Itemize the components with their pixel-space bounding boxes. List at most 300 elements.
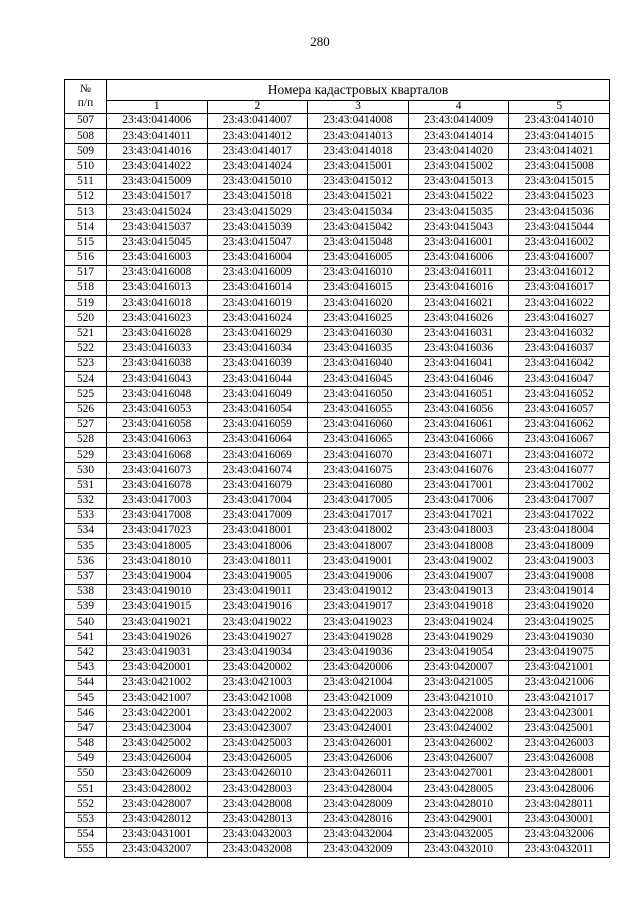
cadastral-number-cell: 23:43:0414018: [308, 144, 409, 159]
table-row: [65, 174, 610, 189]
cadastral-number-cell: 23:43:0428003: [207, 782, 308, 797]
table-row: [65, 235, 610, 250]
cadastral-number-cell: 23:43:0419026: [107, 630, 208, 645]
cadastral-number-cell: 23:43:0417009: [207, 508, 308, 523]
cadastral-number-cell: 23:43:0427001: [408, 767, 509, 782]
table-row: [65, 600, 610, 615]
row-number-cell: 532: [65, 493, 107, 508]
cadastral-number-cell: 23:43:0416069: [207, 448, 308, 463]
cadastral-number-cell: 23:43:0428010: [408, 797, 509, 812]
cadastral-number-cell: 23:43:0414011: [107, 129, 208, 144]
row-number-header-line1: №: [80, 83, 91, 96]
cadastral-number-cell: 23:43:0420001: [107, 660, 208, 675]
row-number-cell: 508: [65, 129, 107, 144]
table-body: [65, 114, 610, 858]
cadastral-number-cell: 23:43:0416039: [207, 357, 308, 372]
table-row: [65, 341, 610, 356]
cadastral-number-cell: 23:43:0419022: [207, 615, 308, 630]
page-number: 280: [310, 34, 330, 49]
table-row: [65, 645, 610, 660]
row-number-cell: 546: [65, 706, 107, 721]
cadastral-number-cell: 23:43:0432007: [107, 843, 208, 858]
row-number-cell: 554: [65, 827, 107, 842]
cadastral-number-cell: 23:43:0414012: [207, 129, 308, 144]
cadastral-number-cell: 23:43:0421008: [207, 691, 308, 706]
cadastral-number-cell: 23:43:0424002: [408, 721, 509, 736]
column-number-row: [65, 101, 610, 114]
cadastral-number-cell: 23:43:0416040: [308, 357, 409, 372]
cadastral-number-cell: 23:43:0416077: [509, 463, 610, 478]
cadastral-number-cell: 23:43:0419001: [308, 554, 409, 569]
cadastral-number-cell: 23:43:0418004: [509, 524, 610, 539]
cadastral-number-cell: 23:43:0416042: [509, 357, 610, 372]
cadastral-number-cell: 23:43:0426005: [207, 751, 308, 766]
cadastral-number-cell: 23:43:0416058: [107, 417, 208, 432]
cadastral-number-cell: 23:43:0416032: [509, 326, 610, 341]
table-row: [65, 812, 610, 827]
cadastral-number-cell: 23:43:0414007: [207, 114, 308, 129]
cadastral-number-cell: 23:43:0416031: [408, 326, 509, 341]
table-row: [65, 265, 610, 280]
row-number-cell: 517: [65, 265, 107, 280]
row-number-cell: 534: [65, 524, 107, 539]
cadastral-number-cell: 23:43:0418003: [408, 524, 509, 539]
cadastral-number-cell: 23:43:0423007: [207, 721, 308, 736]
cadastral-number-cell: 23:43:0426006: [308, 751, 409, 766]
cadastral-number-cell: 23:43:0414021: [509, 144, 610, 159]
cadastral-number-cell: 23:43:0426007: [408, 751, 509, 766]
cadastral-number-cell: 23:43:0419004: [107, 569, 208, 584]
cadastral-number-cell: 23:43:0419005: [207, 569, 308, 584]
cadastral-number-cell: 23:43:0428013: [207, 812, 308, 827]
table-row: [65, 387, 610, 402]
cadastral-number-cell: 23:43:0419020: [509, 600, 610, 615]
cadastral-number-cell: 23:43:0419075: [509, 645, 610, 660]
cadastral-number-cell: 23:43:0421017: [509, 691, 610, 706]
row-number-cell: 513: [65, 205, 107, 220]
cadastral-number-cell: 23:43:0428002: [107, 782, 208, 797]
cadastral-number-cell: 23:43:0416018: [107, 296, 208, 311]
cadastral-number-cell: 23:43:0419028: [308, 630, 409, 645]
table-row: [65, 630, 610, 645]
cadastral-number-cell: 23:43:0416023: [107, 311, 208, 326]
cadastral-number-cell: 23:43:0432008: [207, 843, 308, 858]
cadastral-number-cell: 23:43:0416041: [408, 357, 509, 372]
table-row: [65, 463, 610, 478]
cadastral-number-cell: 23:43:0416028: [107, 326, 208, 341]
cadastral-number-cell: 23:43:0416059: [207, 417, 308, 432]
cadastral-number-cell: 23:43:0421010: [408, 691, 509, 706]
cadastral-number-cell: 23:43:0416027: [509, 311, 610, 326]
cadastral-number-cell: 23:43:0422002: [207, 706, 308, 721]
column-number: 3: [308, 101, 409, 114]
cadastral-number-cell: 23:43:0415010: [207, 174, 308, 189]
cadastral-number-cell: 23:43:0416001: [408, 235, 509, 250]
cadastral-number-cell: 23:43:0419036: [308, 645, 409, 660]
cadastral-number-cell: 23:43:0426004: [107, 751, 208, 766]
table-row: [65, 691, 610, 706]
cadastral-number-cell: 23:43:0419002: [408, 554, 509, 569]
cadastral-number-cell: 23:43:0426010: [207, 767, 308, 782]
cadastral-number-cell: 23:43:0432003: [207, 827, 308, 842]
cadastral-number-cell: 23:43:0415034: [308, 205, 409, 220]
row-number-cell: 524: [65, 372, 107, 387]
table-row: [65, 675, 610, 690]
cadastral-number-cell: 23:43:0426011: [308, 767, 409, 782]
table-row: [65, 660, 610, 675]
cadastral-number-cell: 23:43:0421003: [207, 675, 308, 690]
cadastral-number-cell: 23:43:0415036: [509, 205, 610, 220]
table-row: [65, 189, 610, 204]
table-row: [65, 205, 610, 220]
cadastral-number-cell: 23:43:0423004: [107, 721, 208, 736]
cadastral-number-cell: 23:43:0415022: [408, 189, 509, 204]
cadastral-number-cell: 23:43:0415043: [408, 220, 509, 235]
cadastral-number-cell: 23:43:0416051: [408, 387, 509, 402]
row-number-cell: 530: [65, 463, 107, 478]
table-title-header: Номера кадастровых кварталов: [107, 80, 610, 101]
row-number-cell: 516: [65, 250, 107, 265]
cadastral-number-cell: 23:43:0416010: [308, 265, 409, 280]
cadastral-number-cell: 23:43:0416067: [509, 432, 610, 447]
cadastral-number-cell: 23:43:0415042: [308, 220, 409, 235]
row-number-header-line2: п/п: [77, 96, 94, 109]
cadastral-number-cell: 23:43:0419011: [207, 584, 308, 599]
cadastral-number-cell: 23:43:0419013: [408, 584, 509, 599]
cadastral-number-cell: 23:43:0415012: [308, 174, 409, 189]
cadastral-number-cell: 23:43:0428006: [509, 782, 610, 797]
cadastral-number-cell: 23:43:0419023: [308, 615, 409, 630]
column-number: 1: [107, 101, 208, 114]
cadastral-number-cell: 23:43:0416007: [509, 250, 610, 265]
row-number-cell: 528: [65, 432, 107, 447]
row-number-cell: 541: [65, 630, 107, 645]
cadastral-number-cell: 23:43:0416006: [408, 250, 509, 265]
cadastral-number-cell: 23:43:0416072: [509, 448, 610, 463]
cadastral-number-cell: 23:43:0419007: [408, 569, 509, 584]
table-row: [65, 524, 610, 539]
cadastral-number-cell: 23:43:0419024: [408, 615, 509, 630]
cadastral-number-cell: 23:43:0419030: [509, 630, 610, 645]
cadastral-number-cell: 23:43:0423001: [509, 706, 610, 721]
row-number-cell: 551: [65, 782, 107, 797]
cadastral-number-cell: 23:43:0432005: [408, 827, 509, 842]
cadastral-quarters-table: [64, 79, 610, 858]
cadastral-number-cell: 23:43:0416019: [207, 296, 308, 311]
cadastral-number-cell: 23:43:0432004: [308, 827, 409, 842]
cadastral-number-cell: 23:43:0418008: [408, 539, 509, 554]
cadastral-number-cell: 23:43:0416044: [207, 372, 308, 387]
cadastral-number-cell: 23:43:0417004: [207, 493, 308, 508]
cadastral-number-cell: 23:43:0416034: [207, 341, 308, 356]
row-number-cell: 527: [65, 417, 107, 432]
row-number-cell: 542: [65, 645, 107, 660]
cadastral-number-cell: 23:43:0416052: [509, 387, 610, 402]
cadastral-number-cell: 23:43:0420007: [408, 660, 509, 675]
cadastral-number-cell: 23:43:0415039: [207, 220, 308, 235]
cadastral-number-cell: 23:43:0416030: [308, 326, 409, 341]
cadastral-number-cell: 23:43:0416026: [408, 311, 509, 326]
cadastral-number-cell: 23:43:0419014: [509, 584, 610, 599]
cadastral-number-cell: 23:43:0426003: [509, 736, 610, 751]
table-row: [65, 554, 610, 569]
cadastral-number-cell: 23:43:0418002: [308, 524, 409, 539]
cadastral-number-cell: 23:43:0422008: [408, 706, 509, 721]
table-row: [65, 114, 610, 129]
cadastral-number-cell: 23:43:0421001: [509, 660, 610, 675]
cadastral-number-cell: 23:43:0416022: [509, 296, 610, 311]
cadastral-number-cell: 23:43:0416035: [308, 341, 409, 356]
cadastral-number-cell: 23:43:0428008: [207, 797, 308, 812]
cadastral-number-cell: 23:43:0415008: [509, 159, 610, 174]
cadastral-number-cell: 23:43:0421002: [107, 675, 208, 690]
row-number-cell: 540: [65, 615, 107, 630]
cadastral-number-cell: 23:43:0428009: [308, 797, 409, 812]
cadastral-number-cell: 23:43:0415001: [308, 159, 409, 174]
cadastral-number-cell: 23:43:0417007: [509, 493, 610, 508]
row-number-cell: 521: [65, 326, 107, 341]
cadastral-number-cell: 23:43:0416078: [107, 478, 208, 493]
row-number-header: [65, 80, 107, 114]
cadastral-number-cell: 23:43:0414017: [207, 144, 308, 159]
cadastral-number-cell: 23:43:0415021: [308, 189, 409, 204]
cadastral-number-cell: 23:43:0422001: [107, 706, 208, 721]
cadastral-number-cell: 23:43:0415015: [509, 174, 610, 189]
table-row: [65, 751, 610, 766]
cadastral-number-cell: 23:43:0419016: [207, 600, 308, 615]
row-number-cell: 539: [65, 600, 107, 615]
row-number-cell: 543: [65, 660, 107, 675]
cadastral-number-cell: 23:43:0416013: [107, 281, 208, 296]
row-number-cell: 553: [65, 812, 107, 827]
table-row: [65, 144, 610, 159]
cadastral-number-cell: 23:43:0417008: [107, 508, 208, 523]
cadastral-number-cell: 23:43:0417022: [509, 508, 610, 523]
cadastral-number-cell: 23:43:0416016: [408, 281, 509, 296]
table-row: [65, 615, 610, 630]
table-row: [65, 508, 610, 523]
cadastral-number-cell: 23:43:0419015: [107, 600, 208, 615]
cadastral-number-cell: 23:43:0416005: [308, 250, 409, 265]
cadastral-number-cell: 23:43:0417006: [408, 493, 509, 508]
cadastral-number-cell: 23:43:0414020: [408, 144, 509, 159]
cadastral-number-cell: 23:43:0419003: [509, 554, 610, 569]
cadastral-number-cell: 23:43:0426001: [308, 736, 409, 751]
cadastral-number-cell: 23:43:0432010: [408, 843, 509, 858]
table-row: [65, 493, 610, 508]
cadastral-number-cell: 23:43:0417005: [308, 493, 409, 508]
cadastral-number-cell: 23:43:0428001: [509, 767, 610, 782]
cadastral-number-cell: 23:43:0416055: [308, 402, 409, 417]
cadastral-number-cell: 23:43:0414006: [107, 114, 208, 129]
row-number-cell: 507: [65, 114, 107, 129]
row-number-cell: 537: [65, 569, 107, 584]
cadastral-number-cell: 23:43:0418010: [107, 554, 208, 569]
cadastral-number-cell: 23:43:0416064: [207, 432, 308, 447]
row-number-cell: 549: [65, 751, 107, 766]
row-number-cell: 512: [65, 189, 107, 204]
cadastral-number-cell: 23:43:0415017: [107, 189, 208, 204]
row-number-cell: 552: [65, 797, 107, 812]
cadastral-number-cell: 23:43:0419010: [107, 584, 208, 599]
cadastral-number-cell: 23:43:0415035: [408, 205, 509, 220]
cadastral-number-cell: 23:43:0416017: [509, 281, 610, 296]
cadastral-number-cell: 23:43:0415009: [107, 174, 208, 189]
cadastral-number-cell: 23:43:0416057: [509, 402, 610, 417]
header-row: [65, 80, 610, 101]
cadastral-number-cell: 23:43:0419029: [408, 630, 509, 645]
table-row: [65, 220, 610, 235]
cadastral-number-cell: 23:43:0416036: [408, 341, 509, 356]
cadastral-number-cell: 23:43:0416015: [308, 281, 409, 296]
table-row: [65, 706, 610, 721]
cadastral-number-cell: 23:43:0431001: [107, 827, 208, 842]
row-number-cell: 555: [65, 843, 107, 858]
table-row: [65, 281, 610, 296]
cadastral-number-cell: 23:43:0416061: [408, 417, 509, 432]
table-row: [65, 129, 610, 144]
cadastral-number-cell: 23:43:0416075: [308, 463, 409, 478]
cadastral-number-cell: 23:43:0416063: [107, 432, 208, 447]
column-number: 4: [408, 101, 509, 114]
row-number-cell: 535: [65, 539, 107, 554]
cadastral-number-cell: 23:43:0416046: [408, 372, 509, 387]
table-row: [65, 296, 610, 311]
cadastral-number-cell: 23:43:0416079: [207, 478, 308, 493]
cadastral-number-cell: 23:43:0416045: [308, 372, 409, 387]
cadastral-number-cell: 23:43:0426008: [509, 751, 610, 766]
cadastral-number-cell: 23:43:0419021: [107, 615, 208, 630]
cadastral-number-cell: 23:43:0417017: [308, 508, 409, 523]
cadastral-number-cell: 23:43:0416049: [207, 387, 308, 402]
cadastral-number-cell: 23:43:0425003: [207, 736, 308, 751]
table-row: [65, 326, 610, 341]
table-row: [65, 432, 610, 447]
cadastral-number-cell: 23:43:0416020: [308, 296, 409, 311]
row-number-cell: 515: [65, 235, 107, 250]
cadastral-number-cell: 23:43:0428011: [509, 797, 610, 812]
cadastral-number-cell: 23:43:0428012: [107, 812, 208, 827]
cadastral-number-cell: 23:43:0416011: [408, 265, 509, 280]
cadastral-number-cell: 23:43:0414013: [308, 129, 409, 144]
row-number-cell: 533: [65, 508, 107, 523]
cadastral-number-cell: 23:43:0420006: [308, 660, 409, 675]
row-number-cell: 538: [65, 584, 107, 599]
cadastral-number-cell: 23:43:0416038: [107, 357, 208, 372]
cadastral-number-cell: 23:43:0416071: [408, 448, 509, 463]
cadastral-number-cell: 23:43:0416048: [107, 387, 208, 402]
cadastral-number-cell: 23:43:0416033: [107, 341, 208, 356]
row-number-cell: 509: [65, 144, 107, 159]
cadastral-number-cell: 23:43:0415013: [408, 174, 509, 189]
cadastral-number-cell: 23:43:0415023: [509, 189, 610, 204]
table-row: [65, 721, 610, 736]
cadastral-number-cell: 23:43:0430001: [509, 812, 610, 827]
table-row: [65, 584, 610, 599]
cadastral-number-cell: 23:43:0416021: [408, 296, 509, 311]
cadastral-number-cell: 23:43:0415037: [107, 220, 208, 235]
cadastral-number-cell: 23:43:0428016: [308, 812, 409, 827]
cadastral-number-cell: 23:43:0417021: [408, 508, 509, 523]
cadastral-number-cell: 23:43:0415024: [107, 205, 208, 220]
cadastral-number-cell: 23:43:0422003: [308, 706, 409, 721]
cadastral-number-cell: 23:43:0418001: [207, 524, 308, 539]
row-number-cell: 526: [65, 402, 107, 417]
row-number-cell: 544: [65, 675, 107, 690]
cadastral-number-cell: 23:43:0415029: [207, 205, 308, 220]
cadastral-number-cell: 23:43:0416062: [509, 417, 610, 432]
row-number-cell: 522: [65, 341, 107, 356]
row-number-cell: 514: [65, 220, 107, 235]
cadastral-number-cell: 23:43:0418005: [107, 539, 208, 554]
cadastral-number-cell: 23:43:0414024: [207, 159, 308, 174]
cadastral-number-cell: 23:43:0416029: [207, 326, 308, 341]
cadastral-number-cell: 23:43:0416068: [107, 448, 208, 463]
table-row: [65, 843, 610, 858]
row-number-cell: 523: [65, 357, 107, 372]
table-row: [65, 827, 610, 842]
row-number-cell: 520: [65, 311, 107, 326]
cadastral-number-cell: 23:43:0416065: [308, 432, 409, 447]
table-row: [65, 569, 610, 584]
row-number-cell: 519: [65, 296, 107, 311]
cadastral-number-cell: 23:43:0417002: [509, 478, 610, 493]
cadastral-number-cell: 23:43:0421007: [107, 691, 208, 706]
cadastral-number-cell: 23:43:0414016: [107, 144, 208, 159]
row-number-cell: 545: [65, 691, 107, 706]
table-row: [65, 311, 610, 326]
cadastral-number-cell: 23:43:0416014: [207, 281, 308, 296]
cadastral-number-cell: 23:43:0414009: [408, 114, 509, 129]
cadastral-number-cell: 23:43:0414022: [107, 159, 208, 174]
cadastral-number-cell: 23:43:0418007: [308, 539, 409, 554]
table-row: [65, 767, 610, 782]
row-number-cell: 529: [65, 448, 107, 463]
cadastral-number-cell: 23:43:0416054: [207, 402, 308, 417]
row-number-cell: 548: [65, 736, 107, 751]
cadastral-number-cell: 23:43:0415018: [207, 189, 308, 204]
table-row: [65, 159, 610, 174]
cadastral-number-cell: 23:43:0416076: [408, 463, 509, 478]
cadastral-number-cell: 23:43:0419034: [207, 645, 308, 660]
cadastral-number-cell: 23:43:0414010: [509, 114, 610, 129]
cadastral-number-cell: 23:43:0416053: [107, 402, 208, 417]
cadastral-number-cell: 23:43:0419025: [509, 615, 610, 630]
cadastral-number-cell: 23:43:0416060: [308, 417, 409, 432]
table-row: [65, 250, 610, 265]
cadastral-number-cell: 23:43:0418011: [207, 554, 308, 569]
cadastral-number-cell: 23:43:0419018: [408, 600, 509, 615]
cadastral-number-cell: 23:43:0416025: [308, 311, 409, 326]
cadastral-number-cell: 23:43:0418006: [207, 539, 308, 554]
cadastral-number-cell: 23:43:0414014: [408, 129, 509, 144]
row-number-cell: 525: [65, 387, 107, 402]
cadastral-number-cell: 23:43:0426002: [408, 736, 509, 751]
table-row: [65, 797, 610, 812]
cadastral-number-cell: 23:43:0419008: [509, 569, 610, 584]
cadastral-number-cell: 23:43:0416037: [509, 341, 610, 356]
cadastral-number-cell: 23:43:0414015: [509, 129, 610, 144]
table-row: [65, 782, 610, 797]
cadastral-number-cell: 23:43:0421009: [308, 691, 409, 706]
cadastral-number-cell: 23:43:0421005: [408, 675, 509, 690]
cadastral-number-cell: 23:43:0416080: [308, 478, 409, 493]
cadastral-number-cell: 23:43:0414008: [308, 114, 409, 129]
cadastral-number-cell: 23:43:0416009: [207, 265, 308, 280]
cadastral-number-cell: 23:43:0417023: [107, 524, 208, 539]
cadastral-number-cell: 23:43:0416024: [207, 311, 308, 326]
cadastral-number-cell: 23:43:0417001: [408, 478, 509, 493]
